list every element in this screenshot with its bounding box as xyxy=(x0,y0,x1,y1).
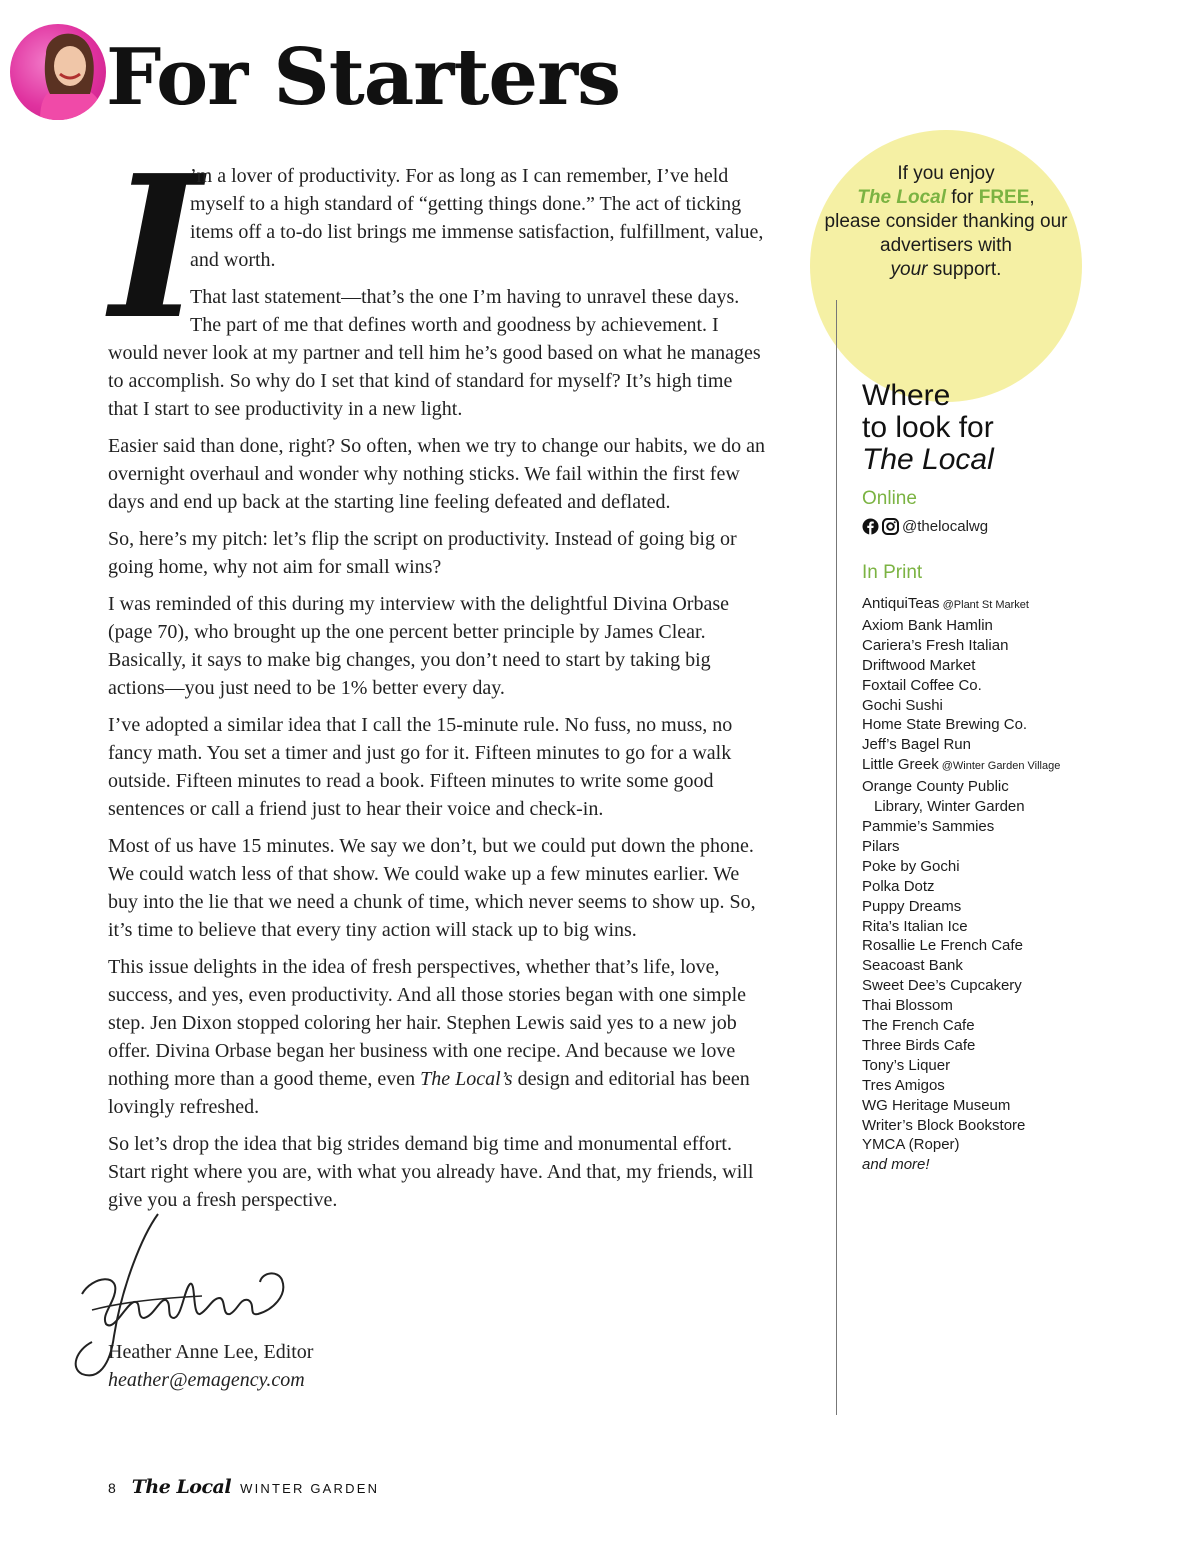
footer-brand-logo: The Local xyxy=(131,1476,232,1498)
list-item: Jeff’s Bagel Run xyxy=(862,736,971,754)
list-item: Puppy Dreams xyxy=(862,897,962,915)
list-item: Axiom Bank Hamlin xyxy=(862,616,993,634)
list-item: Thai Blossom xyxy=(862,997,953,1015)
bubble-support: support. xyxy=(927,259,1002,280)
and-more-note: and more! xyxy=(862,1156,930,1174)
bubble-for: for xyxy=(945,187,979,208)
editor-portrait-icon xyxy=(10,24,106,120)
paragraph-6: I’ve adopted a similar idea that I call the 15-minute rule. No fuss, no muss, no fancy math. You set a timer and just go for it. Fifteen minutes to go for a walk outside. Fifteen minutes to read a book. Fifteen minutes to write some good sentences or call a friend just to hear their voice and check-in. xyxy=(108,714,733,820)
where-line-1: Where xyxy=(862,379,951,412)
list-item: Seacoast Bank xyxy=(862,957,963,975)
sidebar-divider xyxy=(836,300,837,1415)
print-locations-list xyxy=(862,594,1192,1175)
online-label: Online xyxy=(862,488,917,509)
list-item: Cariera’s Fresh Italian xyxy=(862,636,1009,654)
list-item: Pammie’s Sammies xyxy=(862,817,995,835)
paragraph-9: So let’s drop the idea that big strides demand big time and monumental effort. Start right where you are, with what you already have. And that, my friends, will give you a fresh perspective. xyxy=(108,1133,754,1211)
footer-edition: WINTER GARDEN xyxy=(240,1481,380,1496)
location-note: @Plant St Market xyxy=(939,599,1029,611)
paragraph-1: ’m a lover of productivity. For as long as I can remember, I’ve held myself to a high standard of “getting things done.” The act of ticking items off a to-do list brings me immense satisfaction, fulfillment, value, and worth. xyxy=(190,165,764,271)
bubble-line-1: If you enjoy xyxy=(897,163,995,184)
list-item: The French Cafe xyxy=(862,1017,975,1035)
paragraph-8-brand: The Local’s xyxy=(420,1068,513,1090)
page-number: 8 xyxy=(108,1480,116,1496)
where-line-2: to look for xyxy=(862,411,994,444)
list-item: Foxtail Coffee Co. xyxy=(862,676,982,694)
list-item: Home State Brewing Co. xyxy=(862,716,1028,734)
list-item: Library, Winter Garden xyxy=(874,798,1025,816)
paragraph-8-end: design and editorial has been lovingly refreshed. xyxy=(108,1068,750,1118)
list-item: Gochi Sushi xyxy=(862,696,943,714)
bubble-free: FREE xyxy=(978,187,1030,208)
list-item: Driftwood Market xyxy=(862,656,976,674)
social-handle[interactable]: @thelocalwg xyxy=(902,517,989,535)
paragraph-4: So, here’s my pitch: let’s flip the script on productivity. Instead of going big or going home, why not aim for small wins? xyxy=(108,528,737,578)
paragraph-2: That last statement—that’s the one I’m having to unravel these days. The part of me that defines worth and goodness by achievement. I would never look at my partner and tell him he’s good based on what he manages to accomplish. So why do I set that kind of standard for myself? It’s high time that I start to see productivity in a new light. xyxy=(108,286,761,420)
list-item: WG Heritage Museum xyxy=(862,1096,1011,1114)
list-item: Tres Amigos xyxy=(862,1076,945,1094)
page-footer xyxy=(108,1476,379,1504)
bubble-your: your xyxy=(890,259,928,280)
advertiser-message xyxy=(822,162,1070,282)
bubble-brand: The Local xyxy=(857,187,946,208)
list-item: Three Birds Cafe xyxy=(862,1036,976,1054)
list-item: Pilars xyxy=(862,837,900,855)
paragraph-8-start: This issue delights in the idea of fresh perspectives, whether that’s life, love, success, and yes, even productivity. And all those stories began with one simple step. Jen Dixon stopped coloring her hair. Stephen Lewis said yes to a new job offer. Divina Orbase began her business with one recipe. And because we love nothing more than a good theme, even xyxy=(108,956,747,1090)
social-links xyxy=(862,515,988,537)
where-heading xyxy=(862,380,1182,476)
paragraph-7: Most of us have 15 minutes. We say we don’t, but we could put down the phone. We could watch less of that show. We could wake up a few minutes earlier. We buy into the lie that we need a chunk of time, which never seems to show up. So, it’s time to believe that every tiny action will stack up to big wins. xyxy=(108,835,756,941)
instagram-icon[interactable] xyxy=(882,518,899,535)
page-title: For Starters xyxy=(106,32,621,123)
bubble-line-3: please consider thanking our advertisers with xyxy=(824,211,1068,256)
location-name: Little Greek xyxy=(862,756,939,774)
list-item: Rita’s Italian Ice xyxy=(862,917,968,935)
signoff-name: Heather Anne Lee, Editor xyxy=(108,1341,314,1363)
list-item: Sweet Dee’s Cupcakery xyxy=(862,977,1022,995)
location-name: AntiquiTeas xyxy=(862,595,940,612)
list-item: Rosallie Le French Cafe xyxy=(862,937,1023,955)
list-item xyxy=(862,594,1192,616)
list-item xyxy=(862,755,1192,777)
list-item: Orange County Public xyxy=(862,778,1009,796)
print-label: In Print xyxy=(862,562,923,583)
paragraph-5: I was reminded of this during my interview with the delightful Divina Orbase (page 70), who brought up the one percent better principle by James Clear. Basically, it says to make big changes, you don’t need to start by taking big actions—you just need to be 1% better every day. xyxy=(108,593,729,699)
signoff-email-link[interactable]: heather@emagency.com xyxy=(108,1369,305,1391)
list-item: Writer’s Block Bookstore xyxy=(862,1116,1026,1134)
facebook-icon[interactable] xyxy=(862,518,879,535)
drop-cap: I xyxy=(110,133,202,363)
location-note: @Winter Garden Village xyxy=(938,760,1061,773)
list-item: Poke by Gochi xyxy=(862,857,960,875)
where-line-3: The Local xyxy=(862,443,994,476)
editor-letter xyxy=(108,133,766,1223)
list-item: Tony’s Liquer xyxy=(862,1056,951,1074)
paragraph-3: Easier said than done, right? So often, when we try to change our habits, we do an overnight overhaul and wonder why nothing sticks. We fail within the first few days and end up back at the starting line feeling defeated and deflated. xyxy=(108,435,766,513)
bubble-comma: , xyxy=(1029,187,1035,208)
list-item: Polka Dotz xyxy=(862,877,935,895)
paragraph-8 xyxy=(108,953,766,1121)
list-item: YMCA (Roper) xyxy=(862,1136,960,1154)
editor-avatar xyxy=(10,24,106,120)
